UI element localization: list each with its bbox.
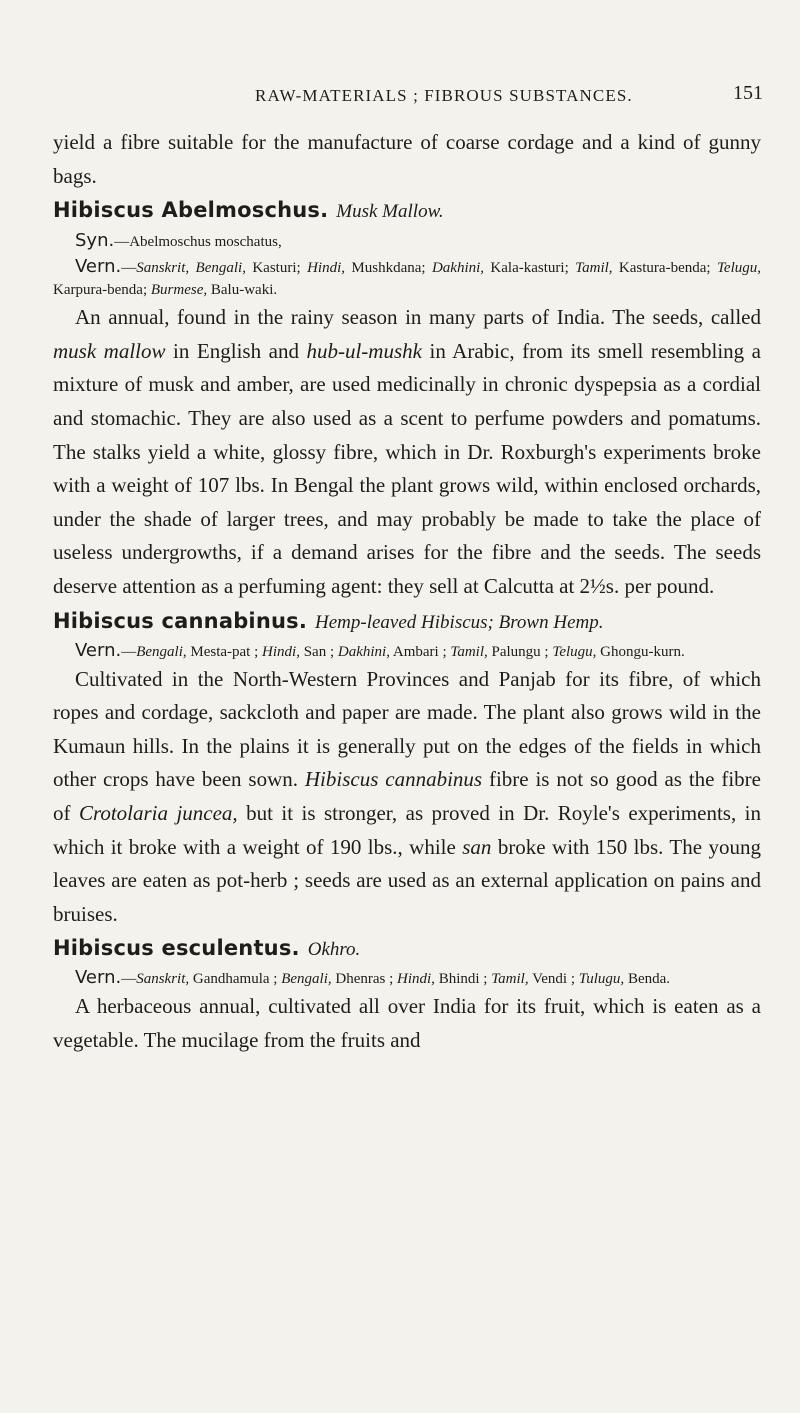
italic-term: Hibiscus cannabinus bbox=[304, 767, 483, 792]
language-label: Bengali, bbox=[136, 643, 187, 660]
vern-name: Ambari ; bbox=[389, 643, 451, 660]
vern-name: Benda. bbox=[624, 971, 671, 988]
language-label: Tamil, bbox=[575, 260, 613, 277]
language-label: Bengali, bbox=[189, 260, 246, 277]
italic-term: san bbox=[462, 834, 492, 859]
language-label: Tamil, bbox=[450, 643, 488, 660]
syn-label: Syn. bbox=[75, 230, 115, 252]
vern-name: Vendi ; bbox=[528, 971, 579, 988]
species-name: Hibiscus esculentus. bbox=[53, 936, 300, 961]
italic-term: Crotolaria juncea, bbox=[78, 800, 238, 825]
entry-hibiscus-cannabinus bbox=[53, 604, 761, 932]
page-number: 151 bbox=[733, 82, 763, 104]
language-label: Telugu, bbox=[552, 643, 597, 660]
common-name: Okhro. bbox=[307, 939, 361, 961]
language-label: Telugu, bbox=[716, 260, 761, 277]
vern-name: San ; bbox=[299, 643, 338, 660]
vern-label: Vern. bbox=[75, 967, 122, 989]
vern-label: Vern. bbox=[75, 256, 122, 278]
italic-term: musk mallow bbox=[53, 338, 166, 363]
vern-name: Bhindi ; bbox=[434, 971, 492, 988]
entry-hibiscus-esculentus bbox=[53, 931, 761, 1057]
language-label: Sanskrit, bbox=[136, 260, 190, 277]
language-label: Hindi, bbox=[397, 971, 435, 988]
vern-dash: — bbox=[121, 971, 137, 988]
running-head-title: RAW-MATERIALS ; FIBROUS SUBSTANCES. bbox=[255, 86, 633, 105]
common-name: Hemp-leaved Hibiscus; Brown Hemp. bbox=[315, 611, 604, 633]
vern-name: Mushkdana; bbox=[345, 260, 432, 277]
vern-name: Kasturi; bbox=[245, 260, 308, 277]
vernacular-names bbox=[53, 256, 761, 301]
language-label: Dakhini, bbox=[431, 260, 485, 277]
entry-heading bbox=[53, 604, 761, 640]
language-label: Hindi, bbox=[307, 260, 345, 277]
vern-label: Vern. bbox=[75, 639, 122, 661]
entry-heading bbox=[53, 931, 761, 967]
language-label: Bengali, bbox=[281, 971, 332, 988]
vern-name: Ghongu-kurn. bbox=[596, 643, 685, 660]
entry-heading bbox=[53, 193, 761, 229]
vern-name: Mesta-pat ; bbox=[186, 643, 263, 660]
vern-dash: — bbox=[121, 643, 137, 660]
text-run: in English and bbox=[165, 338, 307, 363]
intro-paragraph: yield a fibre suitable for the manufacture of coarse cordage and a kind of gunny bags. bbox=[53, 130, 761, 188]
species-name: Hibiscus Abelmoschus. bbox=[53, 198, 329, 223]
text-run: An annual, found in the rainy season in many parts of India. The seeds, called bbox=[75, 305, 761, 330]
description-paragraph bbox=[53, 663, 761, 932]
syn-text: —Abelmoschus moschatus, bbox=[114, 234, 282, 251]
vern-name: Kastura-benda; bbox=[612, 260, 717, 277]
vernacular-names bbox=[53, 640, 761, 663]
vernacular-names bbox=[53, 967, 761, 990]
language-label: Tamil, bbox=[491, 971, 529, 988]
vern-name: Gandhamula ; bbox=[189, 971, 282, 988]
language-label: Sanskrit, bbox=[136, 971, 190, 988]
language-label: Dakhini, bbox=[337, 643, 390, 660]
text-run: fibre is not so good as the fibre of bbox=[53, 767, 761, 825]
vern-name: Balu-waki. bbox=[207, 282, 278, 299]
language-label: Burmese, bbox=[150, 282, 208, 299]
common-name: Musk Mallow. bbox=[336, 201, 444, 223]
text-run: but it is stronger, as proved in Dr. Royle's experiments, in which it broke with a weight of 190 lbs., while bbox=[53, 800, 761, 859]
language-label: Tulugu, bbox=[578, 971, 625, 988]
vern-name: Karpura-benda; bbox=[53, 282, 151, 299]
description-paragraph bbox=[53, 301, 761, 603]
vern-name: Palungu ; bbox=[487, 643, 553, 660]
running-head bbox=[0, 82, 800, 112]
vern-name: Kala-kasturi; bbox=[484, 260, 576, 277]
text-run: Cultivated in the North-Western Provinces and Panjab for its fibre, of which ropes and cordage, sackcloth and paper are made. The plant also grows wild in the Kumaun hills. In the plains it is generally put on the edges of the fields in which other crops have been sown. bbox=[53, 666, 761, 792]
language-label: Hindi, bbox=[262, 643, 300, 660]
text-run: A herbaceous annual, cultivated all over India for its fruit, which is eaten as a vegetable. The mucilage from the fruits and bbox=[53, 994, 761, 1052]
vern-dash: — bbox=[121, 260, 137, 277]
text-run: in Arabic, from its smell resembling a mixture of musk and amber, are used medicinally in chronic dyspepsia as a cordial and stomachic. They are also used as a scent to perfume powders and pomatums. The stalks yield a white, glossy fibre, which in Dr. Roxburgh's experiments broke with a weight of 107 lbs. In Bengal the plant grows wild, within enclosed orchards, under the shade of larger trees, and may probably be made to take the place of useless undergrowths, if a demand arises for the fibre and the seeds. The seeds deserve attention as a perfuming agent: they sell at Calcutta at 2½s. per pound. bbox=[53, 338, 761, 598]
text-run: broke with 150 lbs. The young leaves are eaten as pot-herb ; seeds are used as an external application on pains and bruises. bbox=[53, 834, 761, 926]
italic-term: hub-ul-mushk bbox=[306, 338, 422, 363]
page-body bbox=[53, 126, 761, 1057]
species-name: Hibiscus cannabinus. bbox=[53, 608, 308, 633]
entry-hibiscus-abelmoschus bbox=[53, 193, 761, 603]
vern-name: Dhenras ; bbox=[331, 971, 398, 988]
synonym-line bbox=[53, 229, 761, 254]
description-paragraph bbox=[53, 990, 761, 1057]
